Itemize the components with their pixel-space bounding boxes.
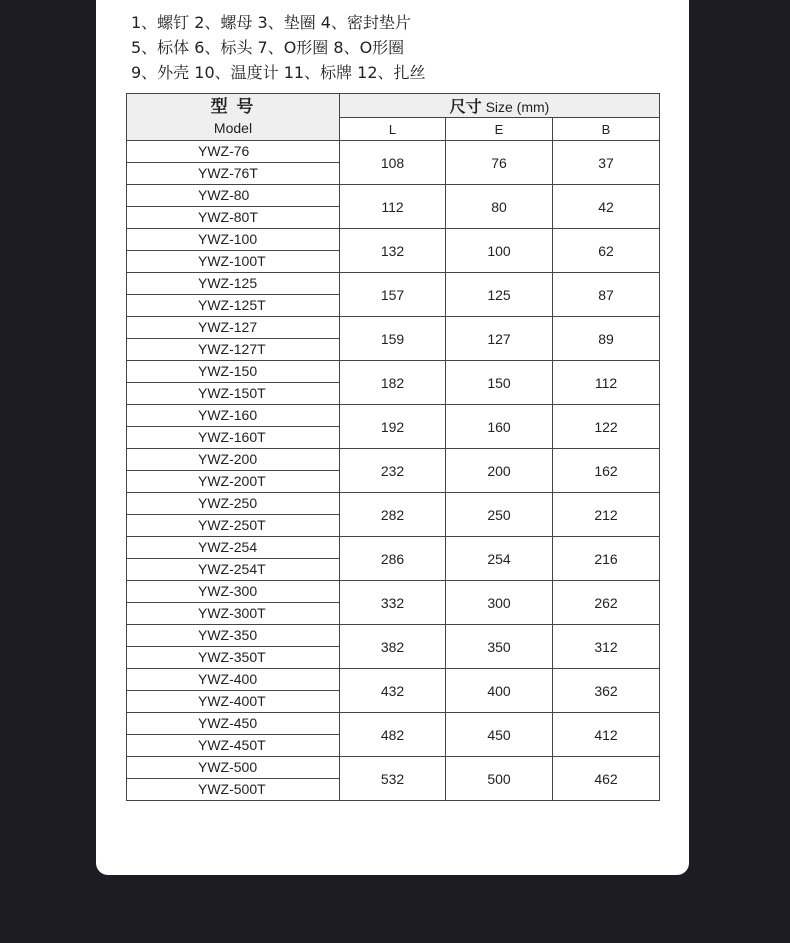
size-table [126, 93, 660, 801]
value-cell-l: 159 [340, 317, 446, 361]
value-cell-e: 500 [446, 757, 553, 801]
value-cell-b: 262 [553, 581, 660, 625]
value-cell-l: 192 [340, 405, 446, 449]
model-cell: YWZ-450T [127, 735, 340, 757]
value-cell-b: 462 [553, 757, 660, 801]
model-cell: YWZ-150 [127, 361, 340, 383]
model-cell: YWZ-200T [127, 471, 340, 493]
value-cell-b: 216 [553, 537, 660, 581]
model-header-en: Model [213, 120, 253, 136]
table-row [127, 361, 660, 383]
value-cell-l: 132 [340, 229, 446, 273]
value-cell-l: 432 [340, 669, 446, 713]
model-cell: YWZ-160T [127, 427, 340, 449]
value-cell-b: 87 [553, 273, 660, 317]
value-cell-b: 212 [553, 493, 660, 537]
model-cell: YWZ-400 [127, 669, 340, 691]
model-cell: YWZ-400T [127, 691, 340, 713]
parts-line: 1、螺钉 2、螺母 3、垫圈 4、密封垫片 [131, 13, 411, 32]
size-header-en: Size (mm) [485, 99, 550, 115]
value-cell-l: 157 [340, 273, 446, 317]
value-cell-e: 76 [446, 141, 553, 185]
model-cell: YWZ-125 [127, 273, 340, 295]
value-cell-e: 250 [446, 493, 553, 537]
value-cell-l: 232 [340, 449, 446, 493]
value-cell-e: 300 [446, 581, 553, 625]
table-row [127, 449, 660, 471]
value-cell-b: 42 [553, 185, 660, 229]
parts-line: 5、标体 6、标头 7、O形圈 8、O形圈 [131, 38, 405, 57]
value-cell-e: 400 [446, 669, 553, 713]
value-cell-b: 362 [553, 669, 660, 713]
table-row [127, 669, 660, 691]
table-row [127, 581, 660, 603]
model-cell: YWZ-250 [127, 493, 340, 515]
model-cell: YWZ-200 [127, 449, 340, 471]
value-cell-e: 125 [446, 273, 553, 317]
value-cell-l: 532 [340, 757, 446, 801]
column-header-l: L [340, 118, 446, 141]
value-cell-l: 382 [340, 625, 446, 669]
table-body [127, 141, 660, 801]
value-cell-b: 89 [553, 317, 660, 361]
value-cell-e: 100 [446, 229, 553, 273]
value-cell-l: 332 [340, 581, 446, 625]
model-cell: YWZ-350 [127, 625, 340, 647]
value-cell-e: 80 [446, 185, 553, 229]
column-header-e: E [446, 118, 553, 141]
value-cell-b: 37 [553, 141, 660, 185]
table-row [127, 317, 660, 339]
value-cell-b: 312 [553, 625, 660, 669]
model-cell: YWZ-500 [127, 757, 340, 779]
value-cell-l: 182 [340, 361, 446, 405]
model-cell: YWZ-300T [127, 603, 340, 625]
model-cell: YWZ-100 [127, 229, 340, 251]
model-cell: YWZ-125T [127, 295, 340, 317]
model-cell: YWZ-100T [127, 251, 340, 273]
parts-line: 9、外壳 10、温度计 11、标牌 12、扎丝 [131, 63, 426, 82]
model-cell: YWZ-150T [127, 383, 340, 405]
value-cell-l: 282 [340, 493, 446, 537]
model-cell: YWZ-500T [127, 779, 340, 801]
table-row [127, 537, 660, 559]
model-cell: YWZ-127T [127, 339, 340, 361]
value-cell-b: 162 [553, 449, 660, 493]
table-row [127, 229, 660, 251]
table-row [127, 757, 660, 779]
model-cell: YWZ-76 [127, 141, 340, 163]
model-cell: YWZ-254T [127, 559, 340, 581]
table-row [127, 493, 660, 515]
value-cell-e: 160 [446, 405, 553, 449]
model-cell: YWZ-350T [127, 647, 340, 669]
value-cell-b: 62 [553, 229, 660, 273]
value-cell-l: 482 [340, 713, 446, 757]
size-header [340, 94, 660, 118]
model-header [127, 94, 340, 141]
value-cell-e: 350 [446, 625, 553, 669]
value-cell-l: 286 [340, 537, 446, 581]
model-cell: YWZ-127 [127, 317, 340, 339]
value-cell-b: 112 [553, 361, 660, 405]
model-cell: YWZ-450 [127, 713, 340, 735]
model-cell: YWZ-80T [127, 207, 340, 229]
model-cell: YWZ-300 [127, 581, 340, 603]
table-row [127, 625, 660, 647]
model-cell: YWZ-160 [127, 405, 340, 427]
model-cell: YWZ-250T [127, 515, 340, 537]
value-cell-e: 450 [446, 713, 553, 757]
table-row [127, 185, 660, 207]
parts-list [131, 10, 426, 85]
model-cell: YWZ-254 [127, 537, 340, 559]
table-row [127, 405, 660, 427]
size-header-cn: 尺寸 [449, 99, 482, 116]
value-cell-l: 112 [340, 185, 446, 229]
value-cell-e: 254 [446, 537, 553, 581]
value-cell-e: 150 [446, 361, 553, 405]
table-row [127, 141, 660, 163]
value-cell-l: 108 [340, 141, 446, 185]
value-cell-e: 200 [446, 449, 553, 493]
model-cell: YWZ-76T [127, 163, 340, 185]
model-header-cn: 型 号 [210, 97, 256, 116]
table-row [127, 713, 660, 735]
value-cell-b: 412 [553, 713, 660, 757]
model-cell: YWZ-80 [127, 185, 340, 207]
table-row [127, 273, 660, 295]
value-cell-b: 122 [553, 405, 660, 449]
column-header-b: B [553, 118, 660, 141]
value-cell-e: 127 [446, 317, 553, 361]
